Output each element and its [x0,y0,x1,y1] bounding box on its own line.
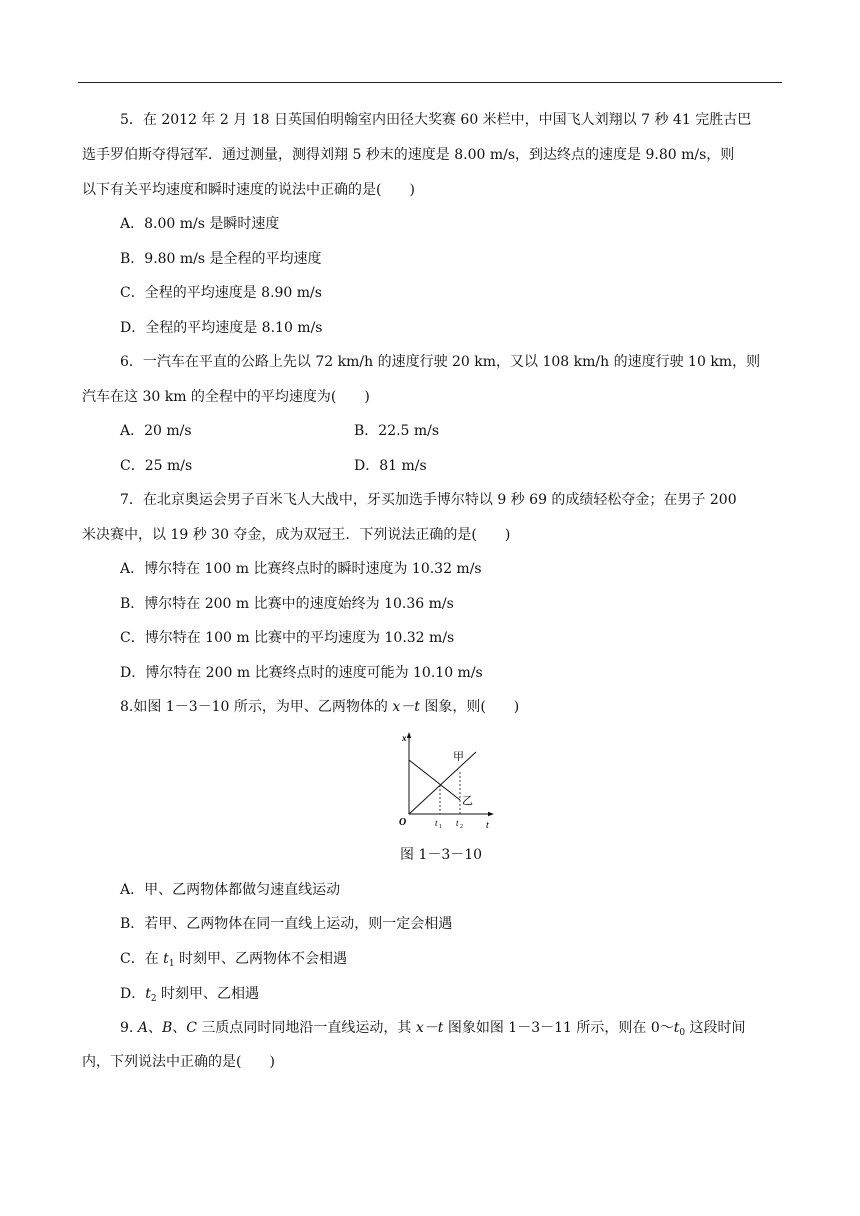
xt-graph [382,728,500,832]
header-rule [78,82,782,83]
q8-option-c-sub: 1 [168,959,175,969]
y-axis-arrow [407,732,411,738]
q8-option-c [120,950,347,968]
q5-option-b: B．9.80 m/s 是全程的平均速度 [120,251,322,267]
q9-var-t0-sub: 0 [679,1028,686,1038]
q6-option-c: C．25 m/s [120,458,193,474]
t2-label-base: t [456,818,459,828]
q7-option-b: B．博尔特在 200 m 比赛中的速度始终为 10.36 m/s [120,596,454,612]
q7-option-a: A．博尔特在 100 m 比赛终点时的瞬时速度为 10.32 m/s [120,561,482,577]
q8-option-d [120,985,259,1003]
q9-text2: 图象如图 1－3－11 所示，则在 0～ [443,1020,674,1036]
q9-var-t0: t [673,1020,680,1036]
q9-var-b: B [161,1020,173,1036]
q6-option-a: A．20 m/s [120,423,192,439]
q8-option-d-sub: 2 [150,994,157,1004]
q8-stem-var: x－t [392,699,420,715]
q7-stem-line1: 7．在北京奥运会男子百米飞人大战中，牙买加选手博尔特以 9 秒 69 的成绩轻松夺金；在男子 200 [120,492,737,508]
q6-stem-line2: 汽车在这 30 km 的全程中的平均速度为( ) [82,389,370,405]
q5-option-c: C．全程的平均速度是 8.90 m/s [120,285,322,301]
q8-option-d-post: 时刻甲、乙相遇 [156,986,260,1002]
q5-stem-line2: 选手罗伯斯夺得冠军．通过测量，测得刘翔 5 秒末的速度是 8.00 m/s，到达终点的速度是 9.80 m/s，则 [82,147,735,163]
q8-option-c-var: t [163,951,169,967]
q8-stem [120,698,519,716]
q9-num: 9. [120,1020,138,1036]
q9-text3: 这段时间 [685,1020,746,1036]
q6-option-d: D．81 m/s [354,458,427,474]
xt-graph-figure [382,728,500,832]
t2-label-sub: 2 [460,824,463,830]
t1-label-sub: 1 [439,824,442,830]
x-axis-arrow [488,812,494,816]
q9-stem-line2: 内，下列说法中正确的是( ) [82,1054,275,1070]
q7-option-c: C．博尔特在 100 m 比赛中的平均速度为 10.32 m/s [120,630,455,646]
q9-sep1: 、 [147,1020,162,1036]
q5-option-d: D．全程的平均速度是 8.10 m/s [120,320,323,336]
q9-text1: 三质点同时同地沿一直线运动，其 [196,1020,416,1036]
yi-label: 乙 [462,794,473,807]
q8-option-c-post: 时刻甲、乙两物体不会相遇 [174,951,347,967]
q7-stem-line2: 米决赛中，以 19 秒 30 夺金，成为双冠王．下列说法正确的是( ) [82,527,511,543]
q9-var-a: A [137,1020,148,1036]
y-axis-label: x [402,733,407,743]
q9-var-xt: x－t [415,1020,444,1036]
t1-label-base: t [435,818,438,828]
q6-stem-line1: 6．一汽车在平直的公路上先以 72 km/h 的速度行驶 20 km，又以 108 km/h 的速度行驶 10 km，则 [120,354,761,370]
figure-caption: 图 1－3－10 [400,847,483,863]
q9-stem-line1 [120,1019,746,1037]
origin-label: O [399,817,407,828]
q5-stem-line3: 以下有关平均速度和瞬时速度的说法中正确的是( ) [82,182,415,198]
q9-var-c: C [186,1020,197,1036]
q8-option-c-pre: C．在 [120,951,164,967]
q8-option-a: A．甲、乙两物体都做匀速直线运动 [120,882,341,898]
jia-label: 甲 [453,750,464,763]
q5-option-a: A．8.00 m/s 是瞬时速度 [120,216,280,232]
q8-option-d-var: t [145,986,151,1002]
q6-option-b: B．22.5 m/s [354,423,440,439]
q8-option-b: B．若甲、乙两物体在同一直线上运动，则一定会相遇 [120,916,453,932]
q8-stem-post: 图象，则( ) [419,699,520,715]
q8-stem-pre: 8.如图 1－3－10 所示，为甲、乙两物体的 [120,699,393,715]
line-yi [409,760,460,800]
q8-option-d-pre: D． [120,986,146,1002]
q7-option-d: D．博尔特在 200 m 比赛终点时的速度可能为 10.10 m/s [120,665,483,681]
x-axis-label: t [486,820,489,831]
q5-stem-line1: 5．在 2012 年 2 月 18 日英国伯明翰室内田径大奖赛 60 米栏中，中国飞人刘翔以 7 秒 41 完胜古巴 [120,112,752,128]
q9-sep2: 、 [172,1020,187,1036]
